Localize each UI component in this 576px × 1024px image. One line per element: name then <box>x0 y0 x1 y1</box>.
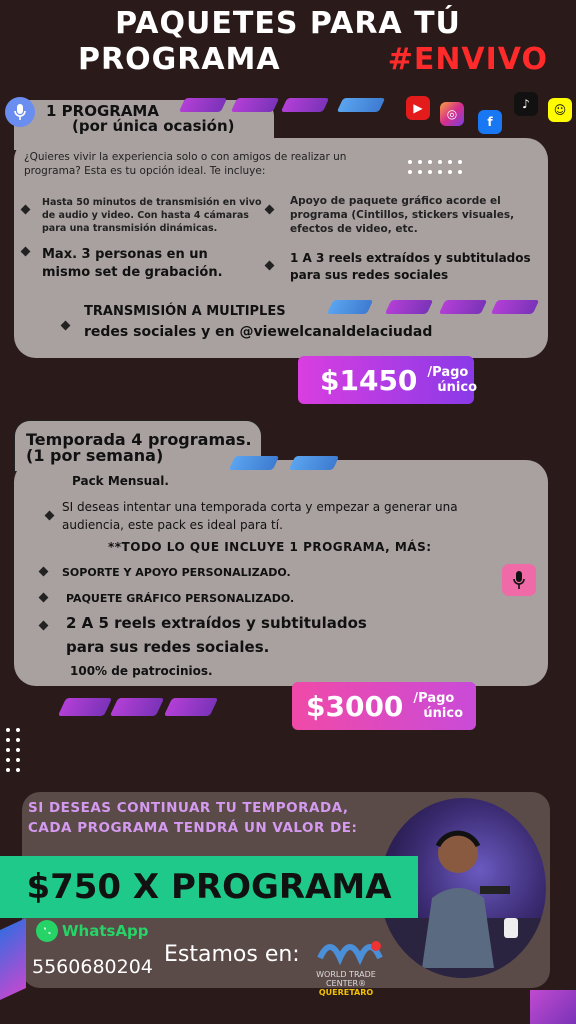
title-envivo-hashtag: #ENVIVO <box>387 42 548 77</box>
decor-stripe <box>337 98 386 112</box>
decor-stripe <box>179 98 228 112</box>
pack1-bullet-4: 1 A 3 reels extraídos y subtitulados para sus redes sociales <box>290 251 531 282</box>
pack1-bullet-1: Hasta 50 minutos de transmisión en vivo de audio y video. Con hasta 4 cámaras para una transmisión dinámicas. <box>42 197 262 234</box>
pack2-bullet-3a: 2 A 5 reels extraídos y subtitulados <box>66 614 367 632</box>
venue-text <box>316 970 376 997</box>
pack1-price-badge <box>298 356 478 404</box>
decor-stripe <box>231 98 280 112</box>
pack2-subheading: (1 por semana) <box>26 446 164 465</box>
pack1-price-note-b: único <box>437 380 478 395</box>
youtube-icon: ▶ <box>406 96 430 120</box>
decor-stripe <box>327 300 374 314</box>
decor-dots <box>6 728 20 772</box>
pack1-bullet-3: Max. 3 personas en un mismo set de grabación. <box>42 247 223 280</box>
microphone-icon <box>5 97 35 127</box>
location-label: Estamos en: <box>164 942 300 967</box>
decor-corner <box>530 990 576 1024</box>
whatsapp-label[interactable]: WhatsApp <box>62 922 149 940</box>
pack2-bullet-1: SOPORTE Y APOYO PERSONALIZADO. <box>62 566 291 579</box>
continue-line-2: CADA PROGRAMA TENDRÁ UN VALOR DE: <box>28 820 358 836</box>
phone-number[interactable]: 5560680204 <box>32 956 153 978</box>
pack1-intro: ¿Quieres vivir la experiencia solo o con amigos de realizar un programa? Esta es tu opción ideal. Te incluye: <box>24 151 347 177</box>
decor-shard <box>0 918 26 1000</box>
decor-stripe <box>229 456 280 470</box>
page-title <box>0 6 576 77</box>
title-line-1: PAQUETES PARA TÚ <box>115 6 461 41</box>
pack1-bullet-2: Apoyo de paquete gráfico acorde el programa (Cintillos, stickers visuales, efectos de video, etc. <box>290 195 515 235</box>
microphone-icon <box>502 564 536 596</box>
title-programa: PROGRAMA <box>78 42 281 77</box>
venue-line-2: CENTER® <box>325 979 367 988</box>
pack1-subheading: (por única ocasión) <box>72 117 235 135</box>
pack1-heading: 1 PROGRAMA <box>46 102 159 120</box>
venue-line-1: WORLD TRADE <box>316 970 376 979</box>
pack2-bullet-3b: para sus redes sociales. <box>66 638 270 656</box>
pack2-price: $3000 <box>306 689 404 723</box>
pack1-bullet-5b: redes sociales y en @viewelcanaldelaciudad <box>84 324 433 340</box>
venue-line-3: QUERETARO <box>318 988 374 997</box>
pack2-sponsors: 100% de patrocinios. <box>70 664 213 678</box>
whatsapp-icon <box>36 920 58 942</box>
pack1-bullet-5a: TRANSMISIÓN A MULTIPLES <box>84 304 286 319</box>
pack2-extra-heading: **TODO LO QUE INCLUYE 1 PROGRAMA, MÁS: <box>108 540 432 554</box>
pack1-price-note-a: /Pago <box>427 365 469 380</box>
wtc-logo <box>316 934 386 968</box>
decor-stripe <box>439 300 488 314</box>
pack2-price-badge <box>292 682 476 730</box>
decor-stripe <box>281 98 330 112</box>
continue-line-1: SI DESEAS CONTINUAR TU TEMPORADA, <box>28 800 349 816</box>
tiktok-icon: ♪ <box>514 92 538 116</box>
decor-stripe <box>491 300 540 314</box>
pack2-bullet-2: PAQUETE GRÁFICO PERSONALIZADO. <box>66 592 295 605</box>
pack2-price-note-a: /Pago <box>413 691 455 706</box>
pack2-price-note-b: único <box>423 706 464 721</box>
decor-stripe <box>164 698 218 716</box>
decor-stripe <box>289 456 340 470</box>
snapchat-icon: ☺ <box>548 98 572 122</box>
pack1-price: $1450 <box>320 363 418 397</box>
per-program-price: $750 X PROGRAMA <box>0 856 418 918</box>
decor-stripe <box>385 300 434 314</box>
decor-dots <box>408 160 462 174</box>
pack2-label: Pack Mensual. <box>72 474 169 488</box>
facebook-icon: f <box>478 110 502 134</box>
pack2-heading: Temporada 4 programas. <box>26 430 252 449</box>
pack2-intro: SI deseas intentar una temporada corta y empezar a generar una audiencia, este pack es ideal para tí. <box>62 500 458 532</box>
decor-stripe <box>110 698 164 716</box>
decor-stripe <box>58 698 112 716</box>
instagram-icon: ◎ <box>440 102 464 126</box>
